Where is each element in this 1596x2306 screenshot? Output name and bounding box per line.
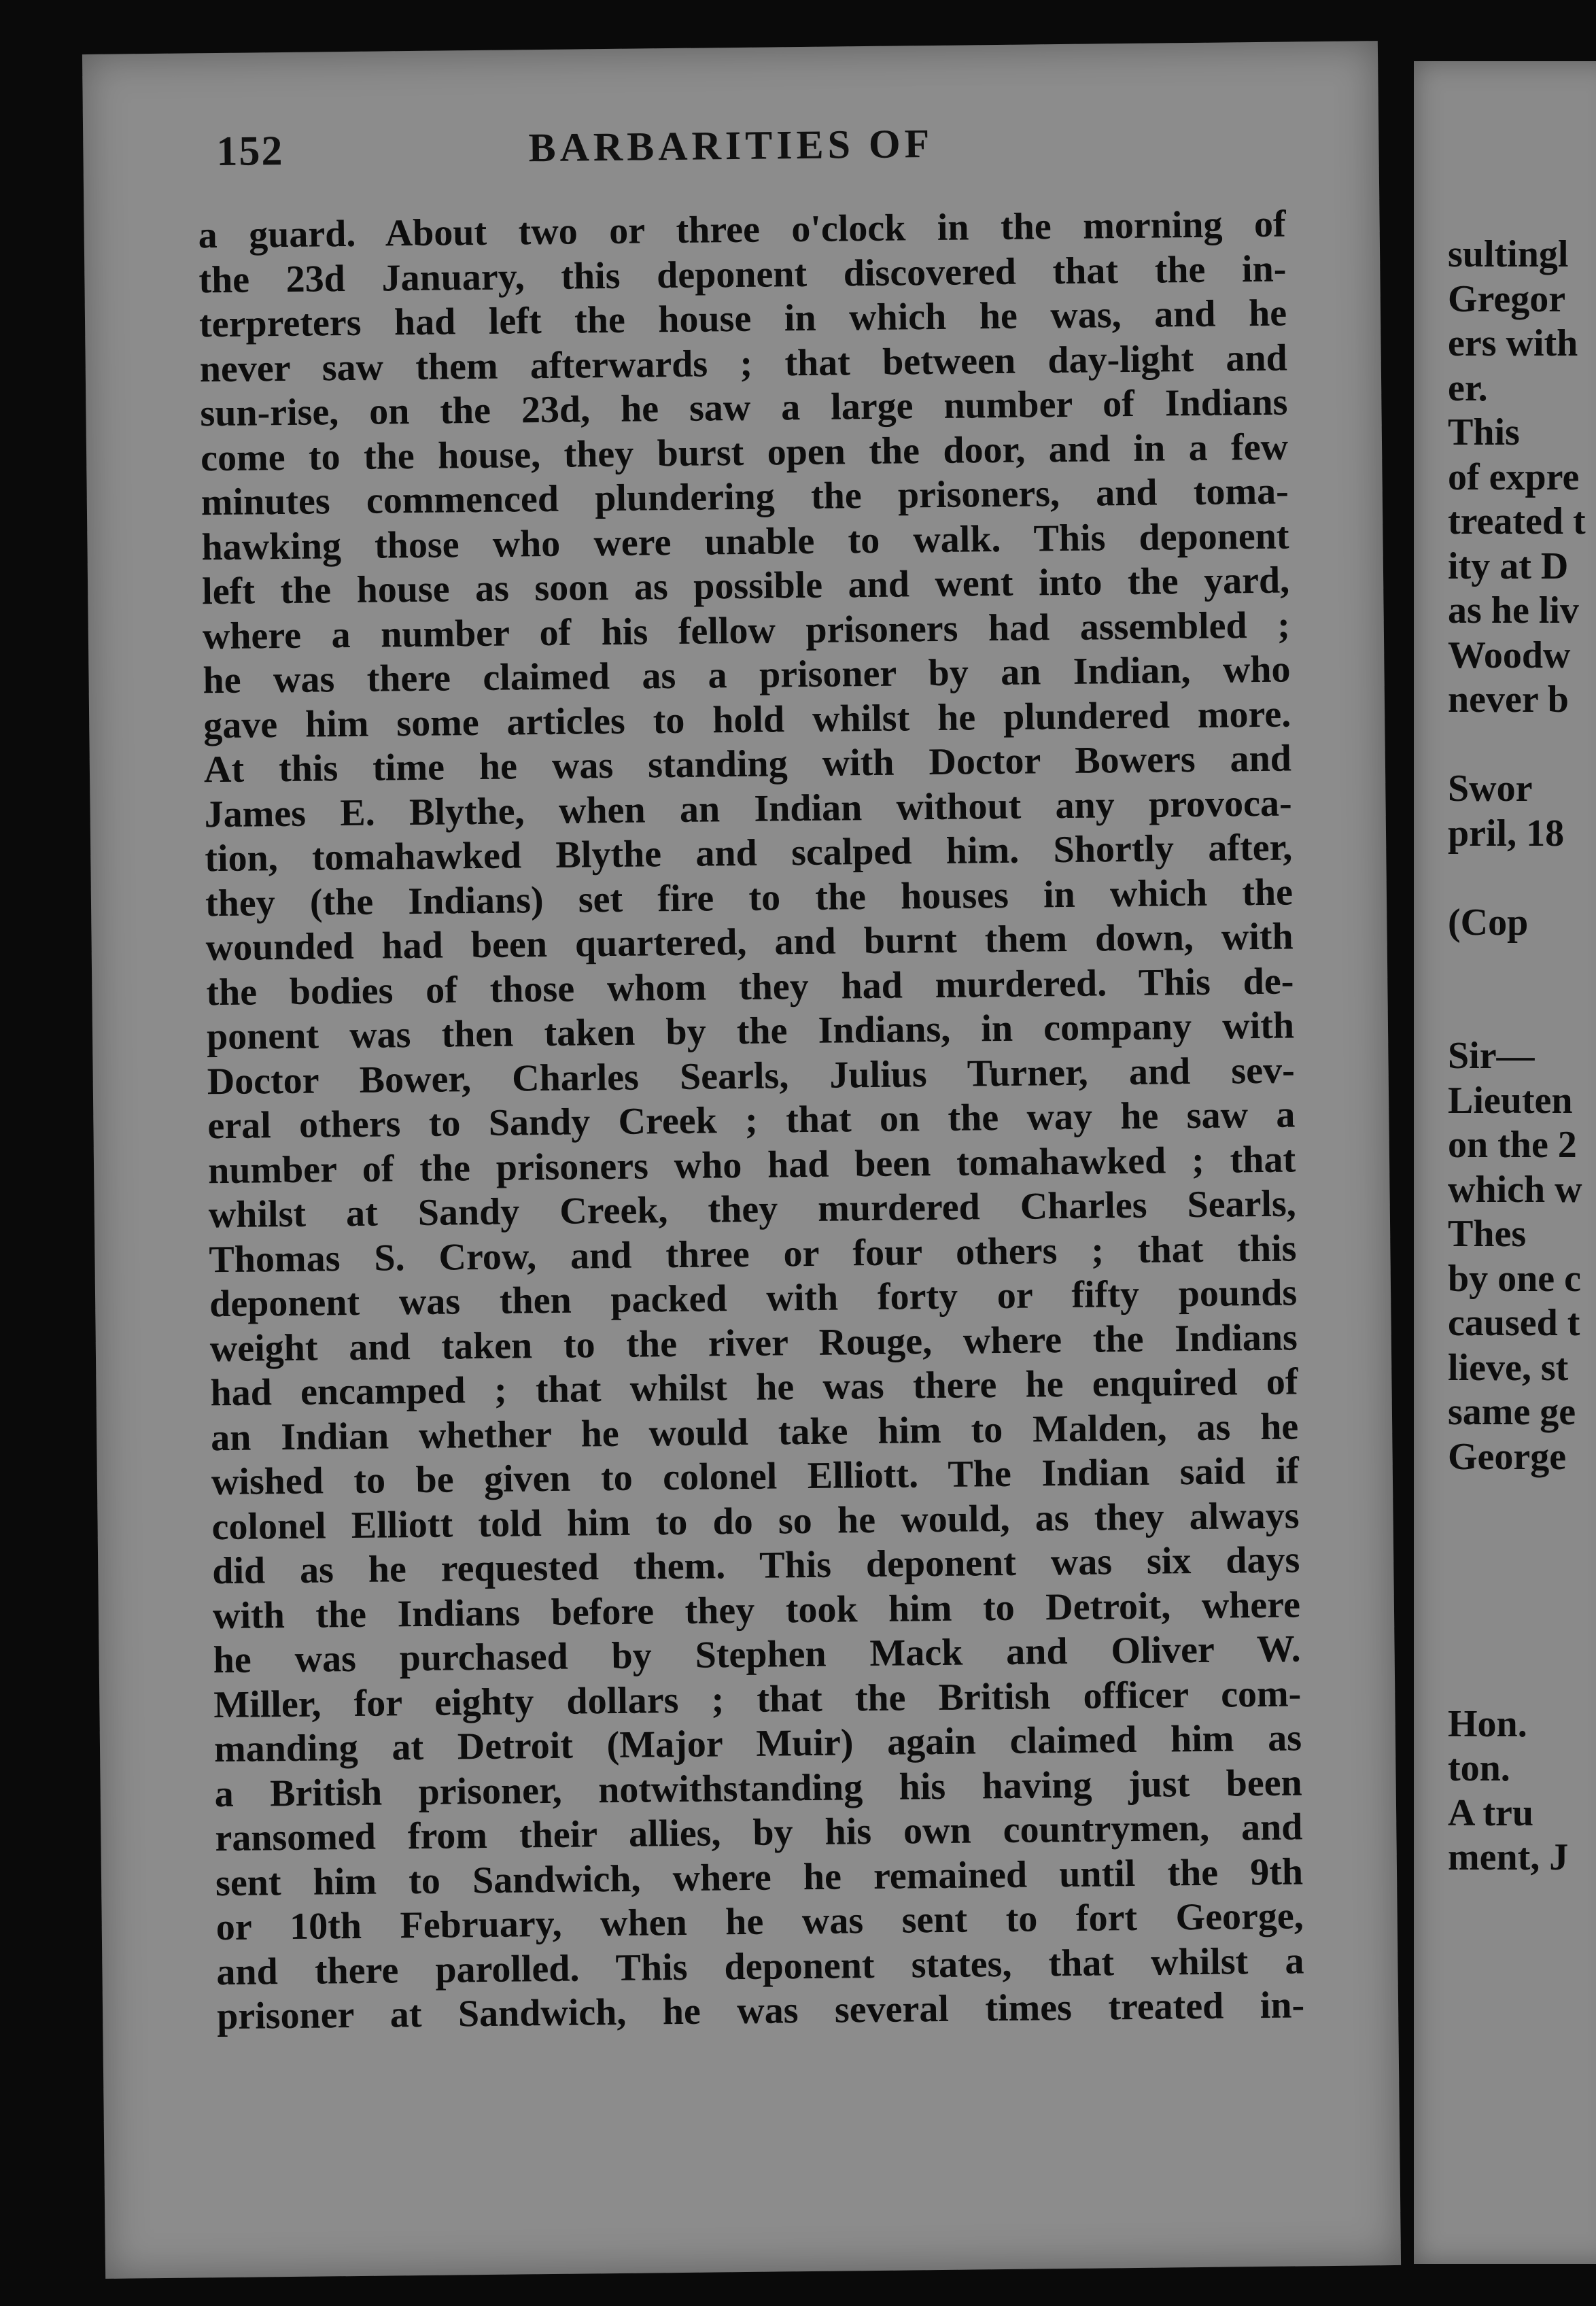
- right-text-line: George: [1448, 1435, 1567, 1478]
- text-line: gave him some articles to hold whilst he plundered more.: [203, 693, 1291, 746]
- running-head-title: BARBARITIES OF: [528, 120, 934, 171]
- right-page-fragment: [1414, 61, 1596, 2264]
- right-text-line: Gregor: [1448, 277, 1566, 320]
- text-line: deponent was then packed with forty or fifty pounds: [209, 1271, 1298, 1326]
- text-line: wished to be given to colonel Elliott. The Indian said if: [211, 1449, 1300, 1504]
- left-page: [82, 41, 1401, 2279]
- text-line: Miller, for eighty dollars ; that the British officer com-: [213, 1672, 1302, 1726]
- right-text-line: ment, J: [1448, 1836, 1569, 1878]
- text-line: the 23d January, this deponent discovered that the in-: [198, 247, 1287, 301]
- text-line: or 10th February, when he was sent to fort George,: [215, 1895, 1304, 1949]
- right-text-line: [1448, 945, 1596, 990]
- right-text-line: Thes: [1448, 1213, 1527, 1255]
- body-text: [198, 203, 1304, 2040]
- text-line: whilst at Sandy Creek, they murdered Charles Searls,: [208, 1182, 1297, 1237]
- right-text-line: which w: [1448, 1168, 1582, 1211]
- text-line: he was purchased by Stephen Mack and Oliver W.: [213, 1628, 1301, 1682]
- right-text-line: ers with: [1448, 322, 1578, 364]
- right-text-line: [1448, 1613, 1596, 1658]
- text-line: the bodies of those whom they had murdered. This de-: [206, 959, 1294, 1014]
- right-text-line: (Cop: [1448, 901, 1529, 944]
- text-line: James E. Blythe, when an Indian without any provoca-: [204, 781, 1292, 836]
- text-line: a British prisoner, notwithstanding his having just been: [214, 1761, 1302, 1815]
- right-text-line: [1448, 1657, 1596, 1702]
- right-text-line: pril, 18: [1448, 812, 1565, 855]
- right-text-line: ity at D: [1448, 545, 1569, 587]
- right-text-line: never b: [1448, 678, 1569, 721]
- text-line: come to the house, they burst open the door, and in a few: [200, 426, 1289, 479]
- right-text-line: [1448, 723, 1596, 768]
- right-text-line: Lieuten: [1448, 1079, 1573, 1122]
- right-text-line: Woodw: [1448, 634, 1571, 676]
- text-line: colonel Elliott told him to do so he would, as they always: [211, 1494, 1300, 1548]
- text-line: and there parolled. This deponent states, that whilst a: [216, 1939, 1304, 1993]
- right-text-line: [1448, 856, 1596, 901]
- text-line: minutes commenced plundering the prisoners, and toma-: [201, 470, 1289, 524]
- text-line: left the house as soon as possible and went into the yard,: [201, 559, 1290, 613]
- text-line: terpreters had left the house in which he was, and he: [198, 292, 1287, 346]
- text-line: tion, tomahawked Blythe and scalped him. Shortly after,: [204, 826, 1293, 880]
- text-line: ponent was then taken by the Indians, in company with: [206, 1004, 1295, 1059]
- right-text-line: Swor: [1448, 768, 1533, 810]
- right-text-line: on the 2: [1448, 1124, 1577, 1166]
- text-line: Thomas S. Crow, and three or four others ; that this: [209, 1226, 1297, 1281]
- text-line: ransomed from their allies, by his own countrymen, and: [215, 1806, 1303, 1860]
- right-text-line: sultingl: [1448, 233, 1569, 275]
- right-page-text: [1448, 233, 1596, 1880]
- right-text-line: by one c: [1448, 1257, 1581, 1300]
- text-line: At this time he was standing with Doctor Bowers and: [203, 737, 1292, 791]
- right-text-line: [1448, 990, 1596, 1035]
- right-text-line: This: [1448, 411, 1520, 453]
- text-line: did as he requested them. This deponent was six days: [211, 1538, 1300, 1593]
- right-text-line: A tru: [1448, 1791, 1533, 1834]
- text-line: Doctor Bower, Charles Searls, Julius Turner, and sev-: [207, 1048, 1295, 1103]
- text-line: sent him to Sandwich, where he remained until the 9th: [215, 1850, 1304, 1904]
- right-text-line: ton.: [1448, 1747, 1510, 1789]
- right-text-line: treated t: [1448, 500, 1586, 543]
- text-line: he was there claimed as a prisoner by an Indian, who: [203, 648, 1291, 702]
- text-line: a guard. About two or three o'clock in the morning of: [198, 203, 1286, 257]
- right-text-line: [1448, 1479, 1596, 1524]
- text-line: manding at Detroit (Major Muir) again claimed him as: [213, 1717, 1302, 1771]
- right-text-line: caused t: [1448, 1302, 1580, 1344]
- right-text-line: of expre: [1448, 455, 1580, 498]
- running-head: [83, 116, 1379, 190]
- text-line: hawking those who were unable to walk. This deponent: [201, 515, 1289, 568]
- right-text-line: [1448, 1524, 1596, 1569]
- text-line: number of the prisoners who had been tomahawked ; that: [207, 1137, 1296, 1192]
- right-text-line: er.: [1448, 366, 1488, 409]
- right-text-line: as he liv: [1448, 589, 1579, 632]
- right-text-line: same ge: [1448, 1391, 1576, 1433]
- text-line: prisoner at Sandwich, he was several times treated in-: [216, 1984, 1305, 2038]
- text-line: with the Indians before they took him to Detroit, where: [212, 1583, 1301, 1637]
- text-line: sun-rise, on the 23d, he saw a large number of Indians: [200, 381, 1288, 435]
- right-text-line: Hon.: [1448, 1702, 1527, 1745]
- text-line: they (the Indians) set fire to the houses in which the: [205, 870, 1294, 925]
- text-line: weight and taken to the river Rouge, where the Indians: [209, 1315, 1298, 1370]
- text-line: eral others to Sandy Creek ; that on the way he saw a: [207, 1093, 1296, 1148]
- text-line: wounded had been quartered, and burnt them down, with: [205, 915, 1294, 969]
- text-line: where a number of his fellow prisoners had assembled ;: [202, 604, 1291, 657]
- text-line: never saw them afterwards ; that between day-light and: [199, 337, 1288, 390]
- text-line: an Indian whether he would take him to Malden, as he: [210, 1405, 1299, 1459]
- page-number: 152: [216, 127, 284, 175]
- text-line: had encamped ; that whilst he was there he enquired of: [210, 1360, 1298, 1415]
- right-text-line: [1448, 1568, 1596, 1613]
- right-text-line: Sir—: [1448, 1035, 1535, 1077]
- right-text-line: lieve, st: [1448, 1346, 1569, 1389]
